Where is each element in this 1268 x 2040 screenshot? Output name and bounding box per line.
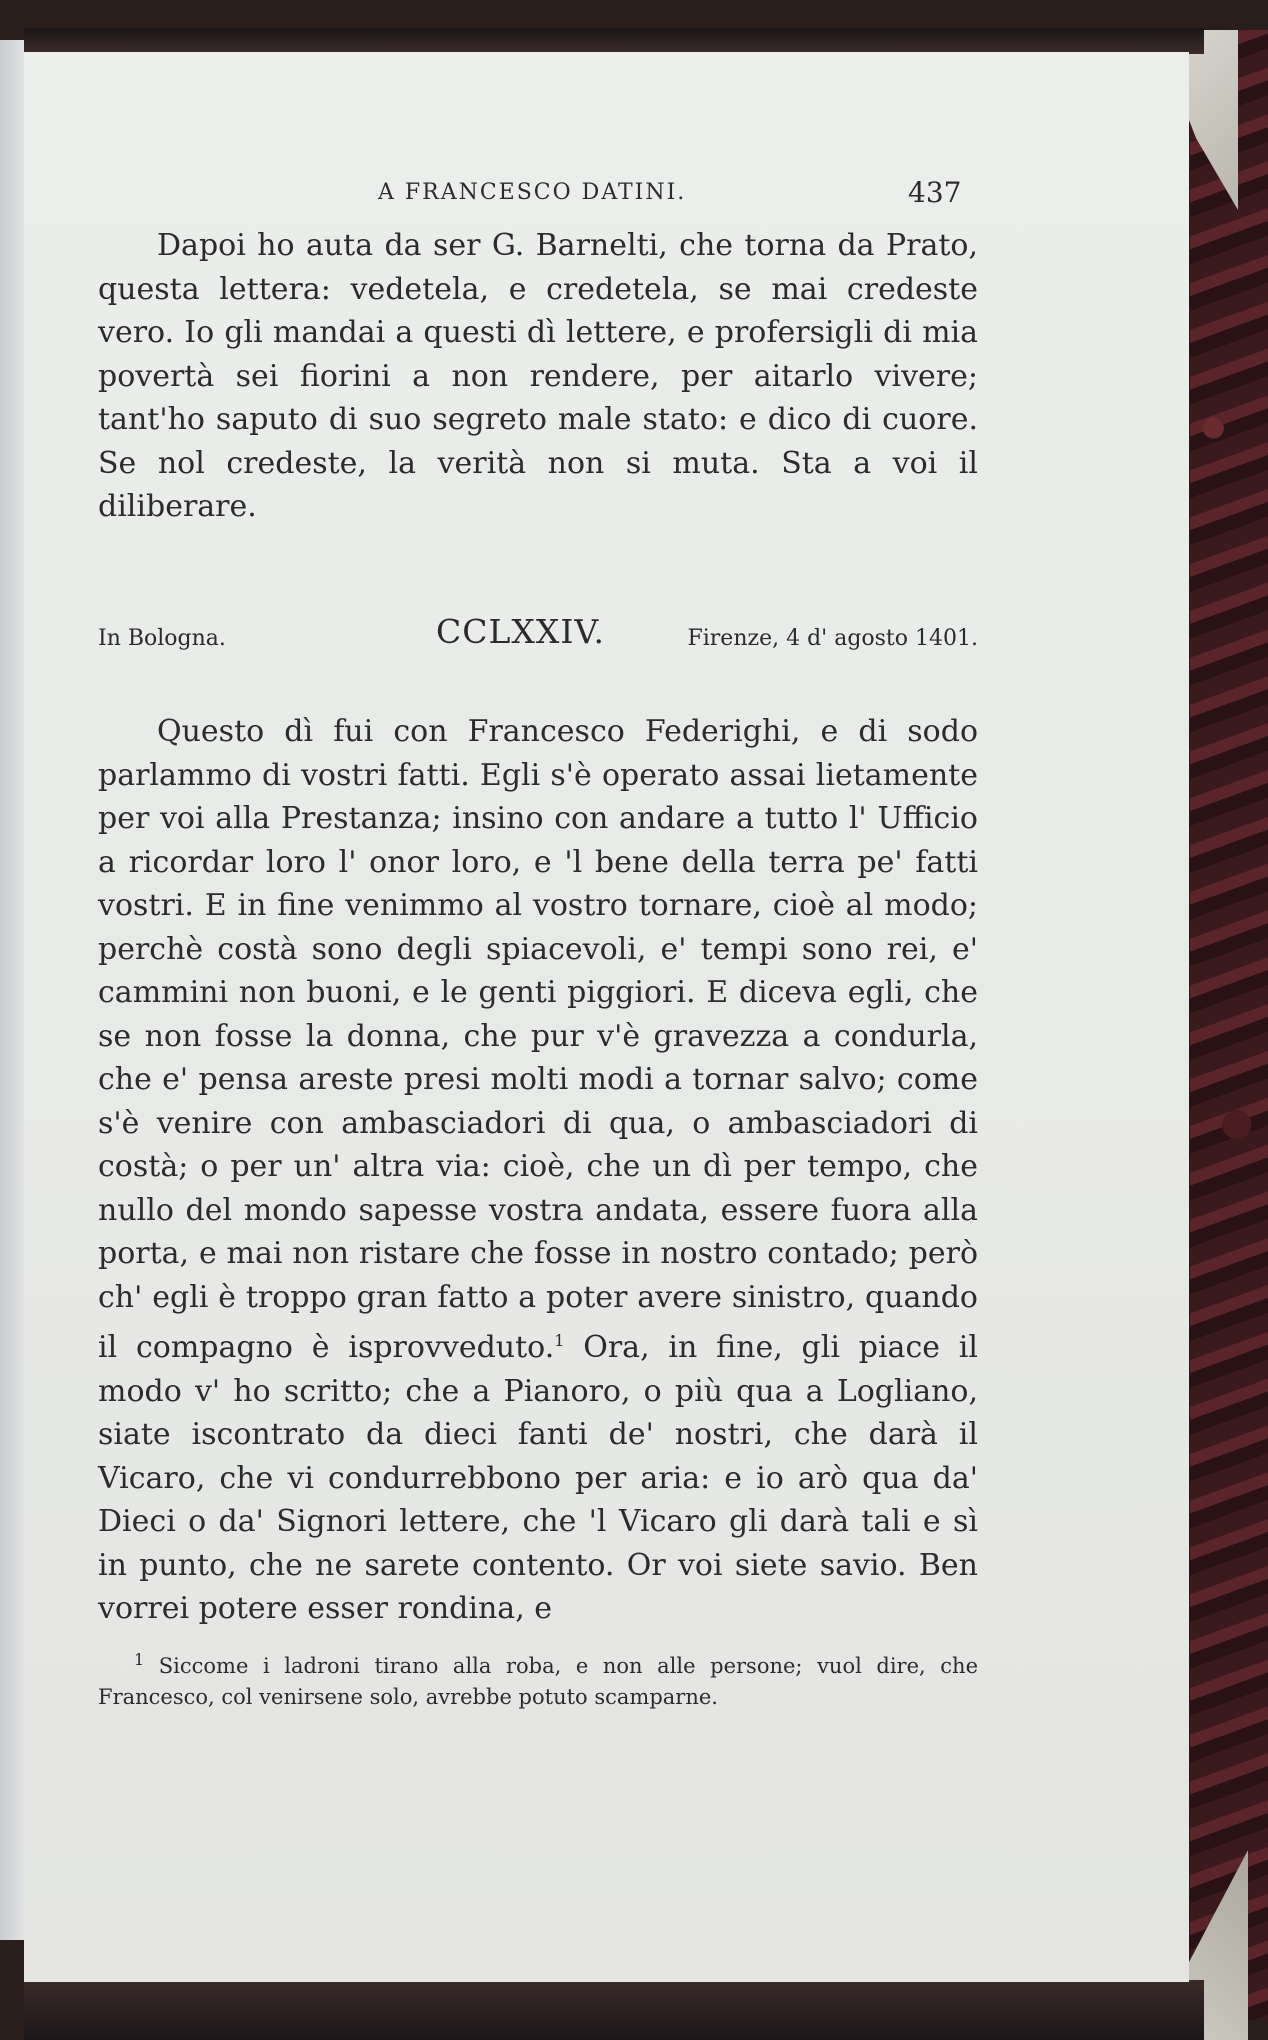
paragraph-2-text-b: Ora, in fine, gli piace il modo v' ho scritto; che a Pianoro, o più qua a Logliano, siate iscontrato da dieci fanti de' nostri, che darà il Vicaro, che vi condurrebbono per aria: e io arò qua da' Dieci o da' Signori lettere, che 'l Vicaro gli darà tali e sì in punto, che ne sarete contento. Or voi siete savio. Ben vorrei potere esser rondina, e xyxy=(98,1330,978,1626)
adjacent-page-edge xyxy=(0,40,26,1940)
footnote-mark: 1 xyxy=(134,1650,145,1669)
top-edge xyxy=(24,28,1204,54)
letter-heading xyxy=(98,612,978,662)
page-number: 437 xyxy=(908,176,962,209)
marbled-board xyxy=(1190,30,1268,2020)
bottom-edge xyxy=(24,1980,1204,2040)
book-page xyxy=(24,52,1189,1982)
paragraph-1: Dapoi ho auta da ser G. Barnelti, che torna da Prato, questa lettera: vedetela, e credetela, se mai credeste vero. Io gli mandai a questi dì lettere, e profersigli di mia povertà sei fiorini a non rendere, per aitarlo vivere; tant'ho saputo di suo segreto male stato: e dico di cuore. Se nol credeste, la verità non si muta. Sta a voi il diliberare. xyxy=(98,228,978,524)
footnote xyxy=(98,1644,978,1713)
paragraph-2-text-a: Questo dì fui con Francesco Federighi, e di sodo parlammo di vostri fatti. Egli s'è operato assai lietamente per voi alla Prestanza; insino con andare a tutto l' Ufficio a ricordar loro l' onor loro, e 'l bene della terra pe' fatti vostri. E in fine venimmo al vostro tornare, cioè al modo; perchè costà sono degli spiacevoli, e' tempi sono rei, e' cammini non buoni, e le genti piggiori. E diceva egli, che se non fosse la donna, che pur v'è gravezza a condurla, che e' pensa areste presi molti modi a tornar salvo; come s'è venire con ambasciadori di qua, o ambasciadori di costà; o per un' altra via: cioè, che un dì per tempo, che nullo del mondo sapesse vostra andata, essere fuora alla porta, e mai non ristare che fosse in nostro contado; però ch' egli è troppo gran fatto a poter avere sinistro, quando il compagno è isprovveduto. xyxy=(98,714,978,1365)
addressee: In Bologna. xyxy=(98,626,226,651)
dateline: Firenze, 4 d' agosto 1401. xyxy=(687,626,978,651)
footnote-reference: 1 xyxy=(554,1331,565,1350)
letter-number: CCLXXIV. xyxy=(436,612,605,651)
footnote-text: Siccome i ladroni tirano alla roba, e non alle persone; vuol dire, che Francesco, col venirsene solo, avrebbe potuto scamparne. xyxy=(98,1654,978,1709)
paragraph-2 xyxy=(98,710,978,1631)
running-head: A FRANCESCO DATINI. xyxy=(378,180,687,205)
